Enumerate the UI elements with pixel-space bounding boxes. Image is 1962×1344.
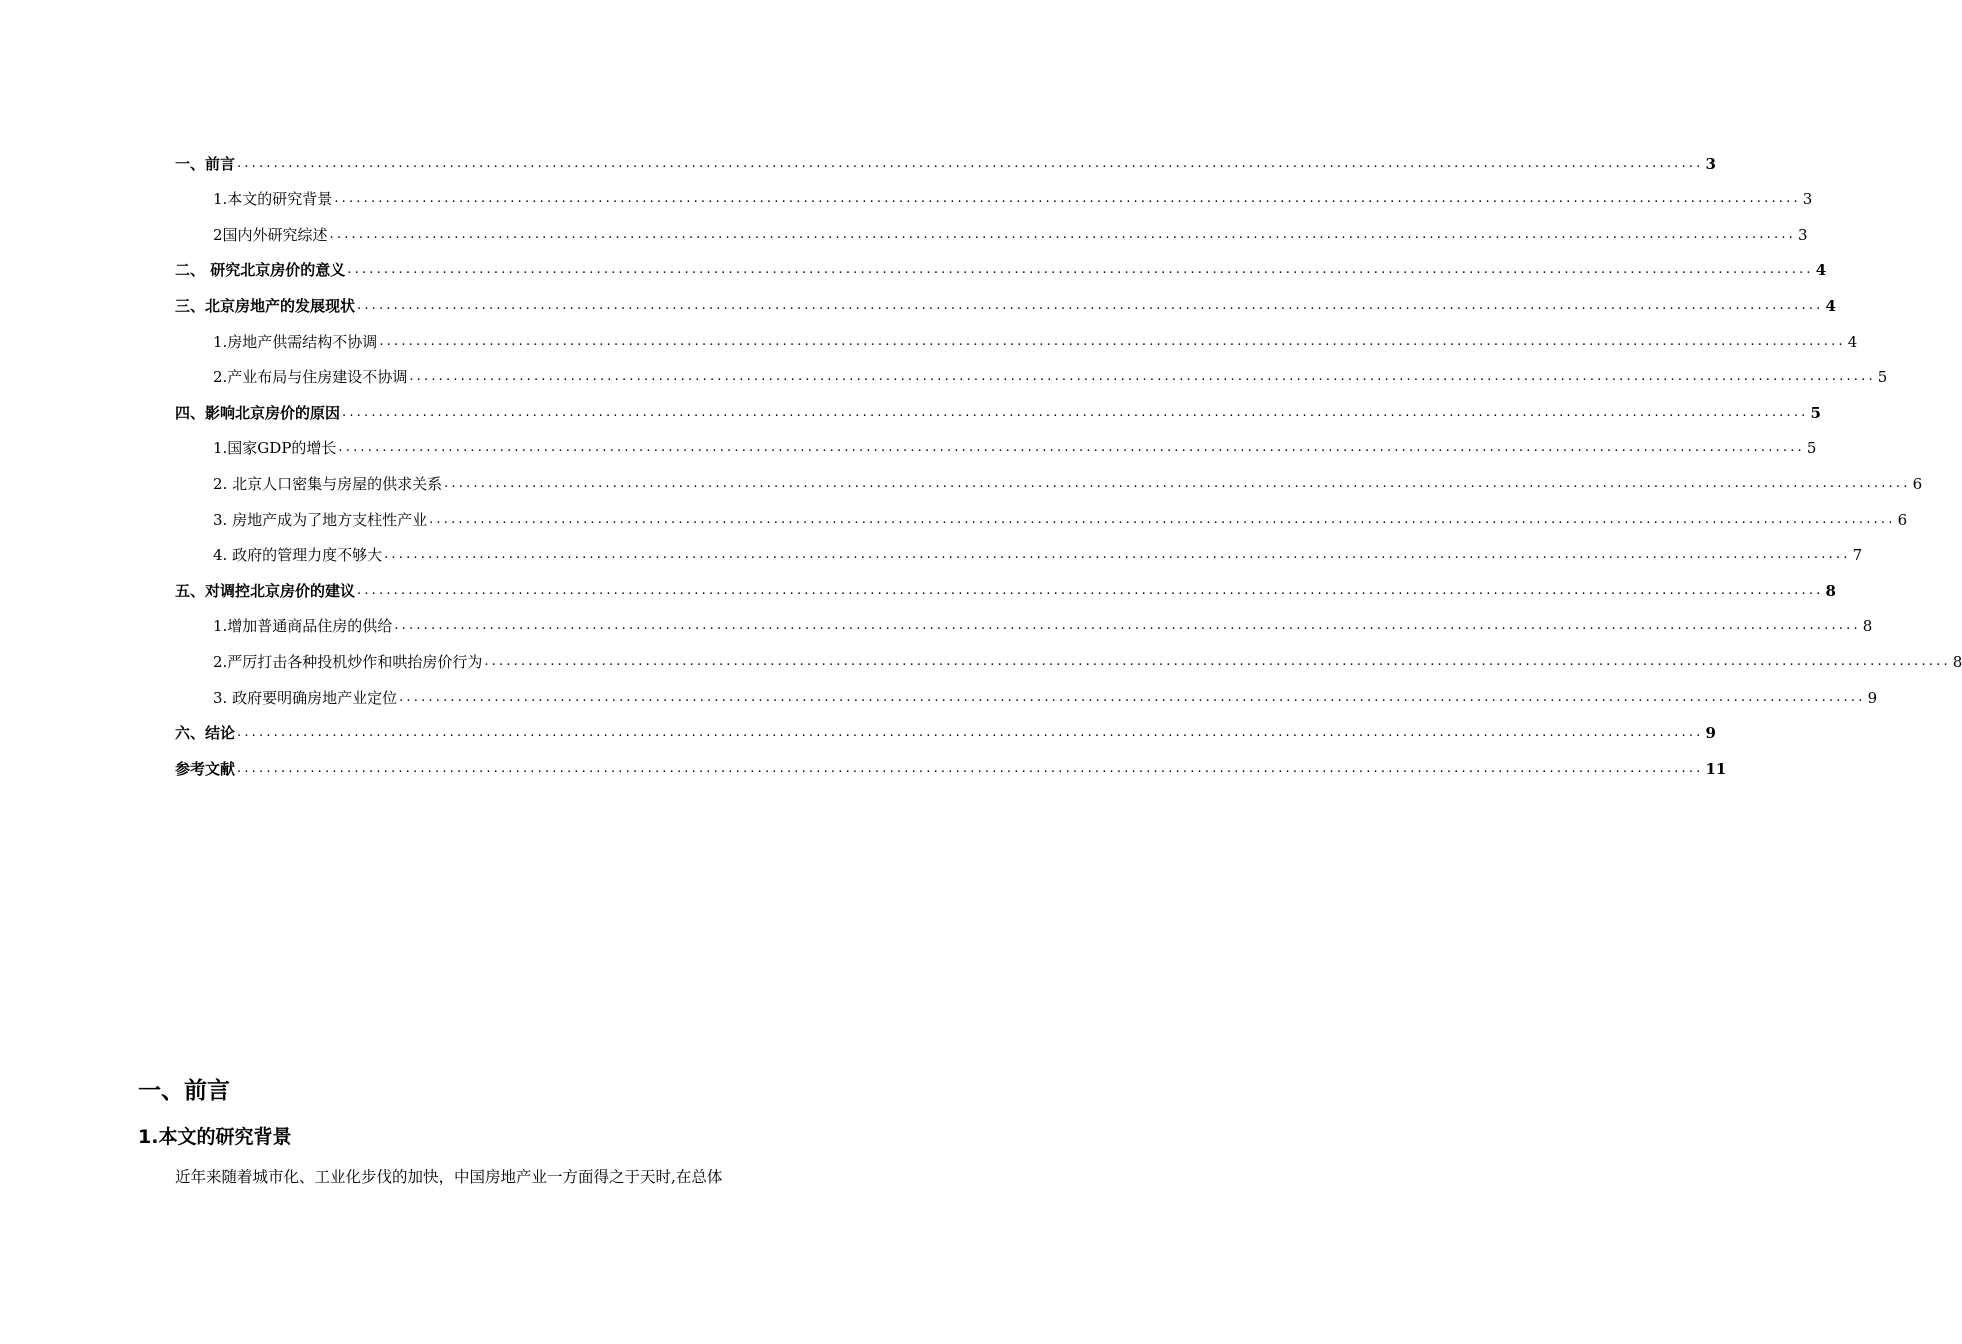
toc-entry[interactable] (175, 209, 1808, 245)
toc-entry-title: 一、前言 (175, 154, 236, 173)
toc-entry-title: 3. 政府要明确房地产业定位 (213, 688, 398, 707)
toc-entry-title: 1.国家GDP的增长 (213, 439, 337, 458)
toc-dot-leader: ........................................................................................................................................................................................................ (237, 155, 1704, 171)
toc-dot-leader: ........................................................................................................................................................................................................ (394, 618, 1861, 634)
toc-entry-page-number: 3 (1798, 225, 1808, 244)
toc-dot-leader: ........................................................................................................................................................................................................ (444, 475, 1911, 491)
toc-entry[interactable] (175, 530, 1863, 566)
toc-entry[interactable] (175, 316, 1858, 352)
toc-entry[interactable] (175, 458, 1923, 494)
toc-entry-title: 五、对调控北京房价的建议 (175, 581, 356, 600)
toc-dot-leader: ........................................................................................................................................................................................................ (237, 725, 1704, 741)
toc-entry-page-number: 9 (1705, 724, 1716, 743)
toc-dot-leader: ........................................................................................................................................................................................................ (329, 226, 1797, 242)
toc-entry-page-number: 5 (1877, 368, 1888, 387)
toc-entry[interactable] (175, 601, 1873, 637)
subsection-heading: 1.本文的研究背景 (138, 1126, 292, 1148)
toc-entry[interactable] (175, 494, 1908, 530)
toc-entry-title: 1.本文的研究背景 (213, 190, 333, 209)
toc-entry-title: 三、北京房地产的发展现状 (175, 296, 356, 315)
toc-dot-leader: ........................................................................................................................................................................................................ (484, 653, 1951, 669)
toc-dot-leader: ........................................................................................................................................................................................................ (237, 760, 1704, 776)
toc-dot-leader: ........................................................................................................................................................................................................ (399, 689, 1866, 705)
toc-entry-page-number: 8 (1952, 652, 1962, 671)
toc-entry-page-number: 6 (1897, 510, 1908, 529)
toc-dot-leader: ........................................................................................................................................................................................................ (384, 547, 1851, 563)
toc-entry-title: 四、影响北京房价的原因 (175, 403, 341, 422)
toc-dot-leader: ........................................................................................................................................................................................................ (347, 262, 1814, 278)
toc-entry-page-number: 5 (1806, 439, 1817, 458)
toc-entry-page-number: 11 (1705, 759, 1727, 778)
toc-entry[interactable] (175, 708, 1716, 744)
toc-dot-leader: ........................................................................................................................................................................................................ (334, 191, 1801, 207)
toc-entry-page-number: 3 (1802, 190, 1813, 209)
toc-entry-page-number: 4 (1825, 296, 1836, 315)
toc-dot-leader: ........................................................................................................................................................................................................ (338, 440, 1805, 456)
toc-entry-title: 1.房地产供需结构不协调 (213, 332, 378, 351)
toc-entry[interactable] (175, 672, 1878, 708)
toc-entry[interactable] (175, 174, 1813, 210)
toc-entry[interactable] (175, 636, 1962, 672)
toc-entry[interactable] (175, 423, 1817, 459)
toc-entry-title: 4. 政府的管理力度不够大 (213, 546, 383, 565)
toc-entry-page-number: 6 (1912, 474, 1923, 493)
toc-entry-page-number: 4 (1815, 261, 1827, 280)
toc-entry[interactable] (175, 743, 1727, 779)
toc-entry-title: 二、 研究北京房价的意义 (175, 261, 346, 280)
toc-dot-leader: ........................................................................................................................................................................................................ (379, 333, 1846, 349)
toc-entry-page-number: 9 (1867, 688, 1878, 707)
toc-dot-leader: ........................................................................................................................................................................................................ (429, 511, 1896, 527)
toc-entry-title: 六、结论 (175, 724, 236, 743)
toc-dot-leader: ........................................................................................................................................................................................................ (357, 297, 1824, 313)
toc-entry[interactable] (175, 280, 1836, 316)
toc-entry[interactable] (175, 352, 1888, 388)
toc-entry-page-number: 8 (1825, 581, 1836, 600)
toc-entry-title: 2国内外研究综述 (213, 225, 328, 244)
toc-entry-page-number: 4 (1847, 332, 1858, 351)
toc-entry[interactable] (175, 245, 1827, 281)
toc-dot-leader: ........................................................................................................................................................................................................ (357, 582, 1824, 598)
toc-entry[interactable] (175, 387, 1821, 423)
toc-entry-title: 2.严厉打击各种投机炒作和哄抬房价行为 (213, 652, 483, 671)
toc-entry-title: 参考文献 (175, 759, 236, 778)
toc-entry-page-number: 3 (1705, 154, 1716, 173)
toc-dot-leader: ........................................................................................................................................................................................................ (409, 369, 1876, 385)
toc-entry[interactable] (175, 565, 1836, 601)
toc-dot-leader: ........................................................................................................................................................................................................ (342, 404, 1809, 420)
body-paragraph: 近年来随着城市化、工业化步伐的加快，中国房地产业一方面得之于天时,在总体 (175, 1168, 723, 1186)
table-of-contents (175, 138, 1962, 779)
toc-entry-page-number: 8 (1862, 617, 1873, 636)
section-heading: 一、前言 (138, 1078, 230, 1104)
toc-entry-title: 3. 房地产成为了地方支柱性产业 (213, 510, 428, 529)
toc-entry-page-number: 7 (1852, 546, 1863, 565)
toc-entry-title: 2. 北京人口密集与房屋的供求关系 (213, 474, 443, 493)
toc-entry-title: 2.产业布局与住房建设不协调 (213, 368, 408, 387)
toc-entry-title: 1.增加普通商品住房的供给 (213, 617, 393, 636)
toc-entry-page-number: 5 (1810, 403, 1821, 422)
toc-entry[interactable] (175, 138, 1716, 174)
